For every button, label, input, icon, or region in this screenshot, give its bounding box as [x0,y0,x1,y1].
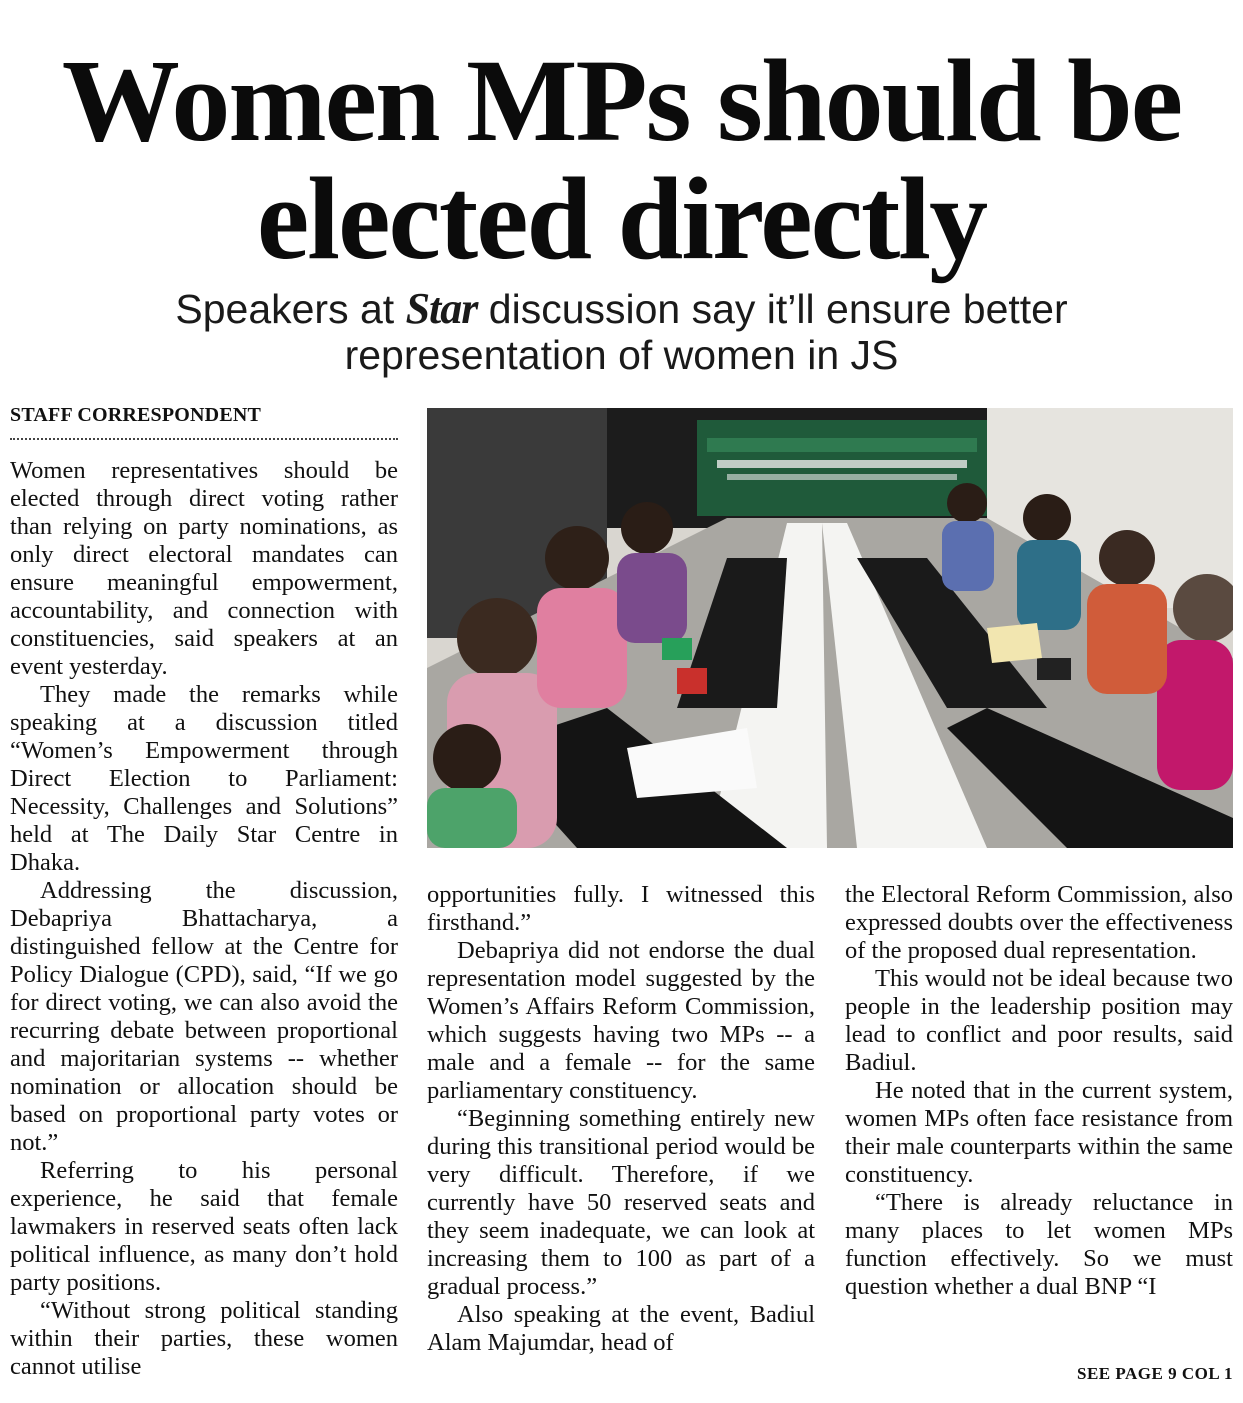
article-paragraph: He noted that in the current system, women MPs often face resistance from their male counterparts within the same constituency. [845,1077,1233,1188]
article-paragraph: This would not be ideal because two people in the leadership position may lead to conflict and poor results, said Badiul. [845,965,1233,1076]
article-paragraph: “Beginning something entirely new during this transitional period would be very difficult. Therefore, if we currently have 50 reserved seats and they seem inadequate, we can look at increasing them to 100 as part of a gradual process.” [427,1105,815,1300]
subhead-after-logo: discussion say it’ll ensure better [477,286,1068,332]
star-logo: Star [405,284,478,333]
headline-line-2: elected directly [256,153,987,284]
byline-divider [10,438,398,440]
event-photo [427,408,1233,848]
article-paragraph: Referring to his personal experience, he said that female lawmakers in reserved seats often lack political influence, as many don’t hold party positions. [10,1157,398,1296]
article-paragraph: the Electoral Reform Commission, also expressed doubts over the effectiveness of the proposed dual representation. [845,881,1233,964]
headline [0,35,1243,284]
article-column-3 [845,881,1233,1301]
article-paragraph: Also speaking at the event, Badiul Alam Majumdar, head of [427,1301,815,1356]
event-photo-illustration [427,408,1233,848]
subheadline [60,286,1183,378]
article-paragraph: opportunities fully. I witnessed this firsthand.” [427,881,815,936]
article-paragraph: Debapriya did not endorse the dual representation model suggested by the Women’s Affairs Reform Commission, which suggests having two MPs -- a male and a female -- for the same parliamentary constituency. [427,937,815,1104]
article-paragraph: “Without strong political standing within their parties, these women cannot utilise [10,1297,398,1380]
article-paragraph: “There is already reluctance in many places to let women MPs function effectively. So we must question whether a dual BNP “I [845,1189,1233,1300]
byline: STAFF CORRESPONDENT [10,404,262,426]
article-paragraph: Addressing the discussion, Debapriya Bhattacharya, a distinguished fellow at the Centre for Policy Dialogue (CPD), said, “If we go for direct voting, we can also avoid the recurring debate between proportional and majoritarian systems -- whether nomination or allocation should be based on proportional party votes or not.” [10,877,398,1156]
article-column-1 [10,457,398,1381]
headline-line-1: Women MPs should be [61,35,1182,166]
continued-on-page-link[interactable]: SEE PAGE 9 COL 1 [1077,1364,1233,1383]
article-paragraph: Women representatives should be elected through direct voting rather than relying on party nominations, as only direct electoral mandates can ensure meaningful empowerment, accountability, and connection with constituencies, said speakers at an event yesterday. [10,457,398,680]
subhead-line-2: representation of women in JS [344,332,899,378]
subhead-before-logo: Speakers at [175,286,406,332]
article-paragraph: They made the remarks while speaking at a discussion titled “Women’s Empowerment through Direct Election to Parliament: Necessity, Challenges and Solutions” held at The Daily Star Centre in Dhaka. [10,681,398,876]
article-column-2 [427,881,815,1357]
